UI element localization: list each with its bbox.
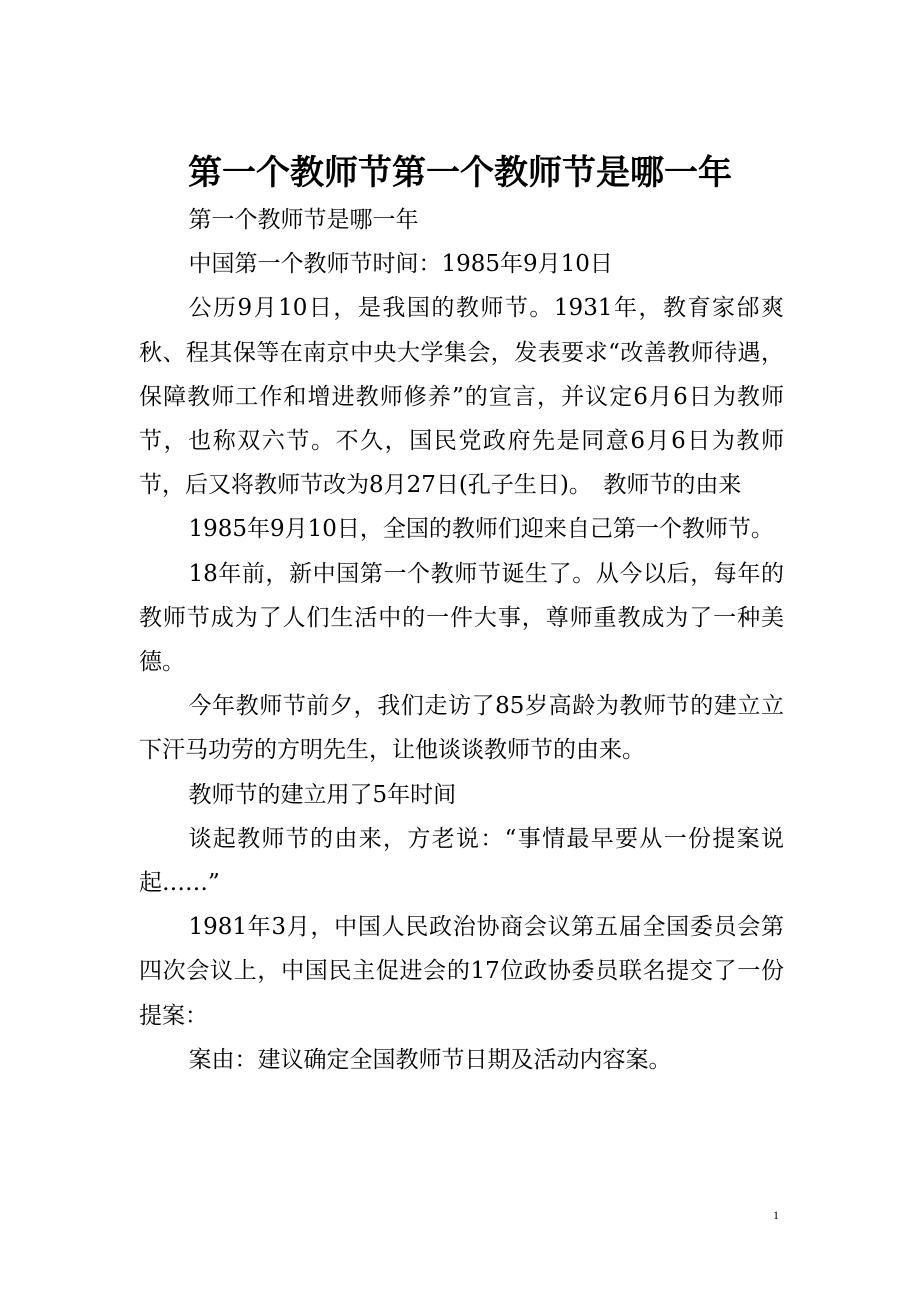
document-body (139, 198, 784, 1082)
paragraph-first-teachers-day-date: 中国第一个教师节时间：1985年9月10日 (188, 251, 613, 278)
paragraph-case: 案由：建议确定全国教师节日期及活动内容案。 (188, 1046, 672, 1073)
paragraph-proposal: 1981年3月，中国人民政治协商会议第五届全国委员会第四次会议上，中国民主促进会的17位政协委员联名提交了一份提案： (139, 914, 784, 1029)
paragraph-18-years-ago: 18年前，新中国第一个教师节诞生了。从今以后，每年的教师节成为了人们生活中的一件大事，尊师重教成为了一种美德。 (139, 560, 784, 676)
page-number: 1 (773, 1208, 779, 1222)
paragraph-section-heading: 教师节的建立用了5年时间 (188, 781, 457, 808)
paragraph-quote: 谈起教师节的由来，方老说：“事情最早要从一份提案说起……” (139, 825, 784, 897)
paragraph-1985: 1985年9月10日，全国的教师们迎来自己第一个教师节。 (188, 516, 774, 543)
page-title: 第一个教师节第一个教师节是哪一年 (188, 152, 732, 193)
paragraph-history: 公历9月10日，是我国的教师节。1931年，教育家邰爽秋、程其保等在南京中央大学集会，发表要求“改善教师待遇，保障教师工作和增进教师修养”的宣言，并议定6月6日为教师节，也称双六节。不久，国民党政府先是同意6月6日为教师节，后又将教师节改为8月27日(孔子生日)。 教师节的由来 (139, 295, 784, 499)
paragraph-subtitle: 第一个教师节是哪一年 (188, 207, 419, 233)
paragraph-interview: 今年教师节前夕，我们走访了85岁高龄为教师节的建立立下汗马功劳的方明先生，让他谈谈教师节的由来。 (139, 693, 784, 764)
